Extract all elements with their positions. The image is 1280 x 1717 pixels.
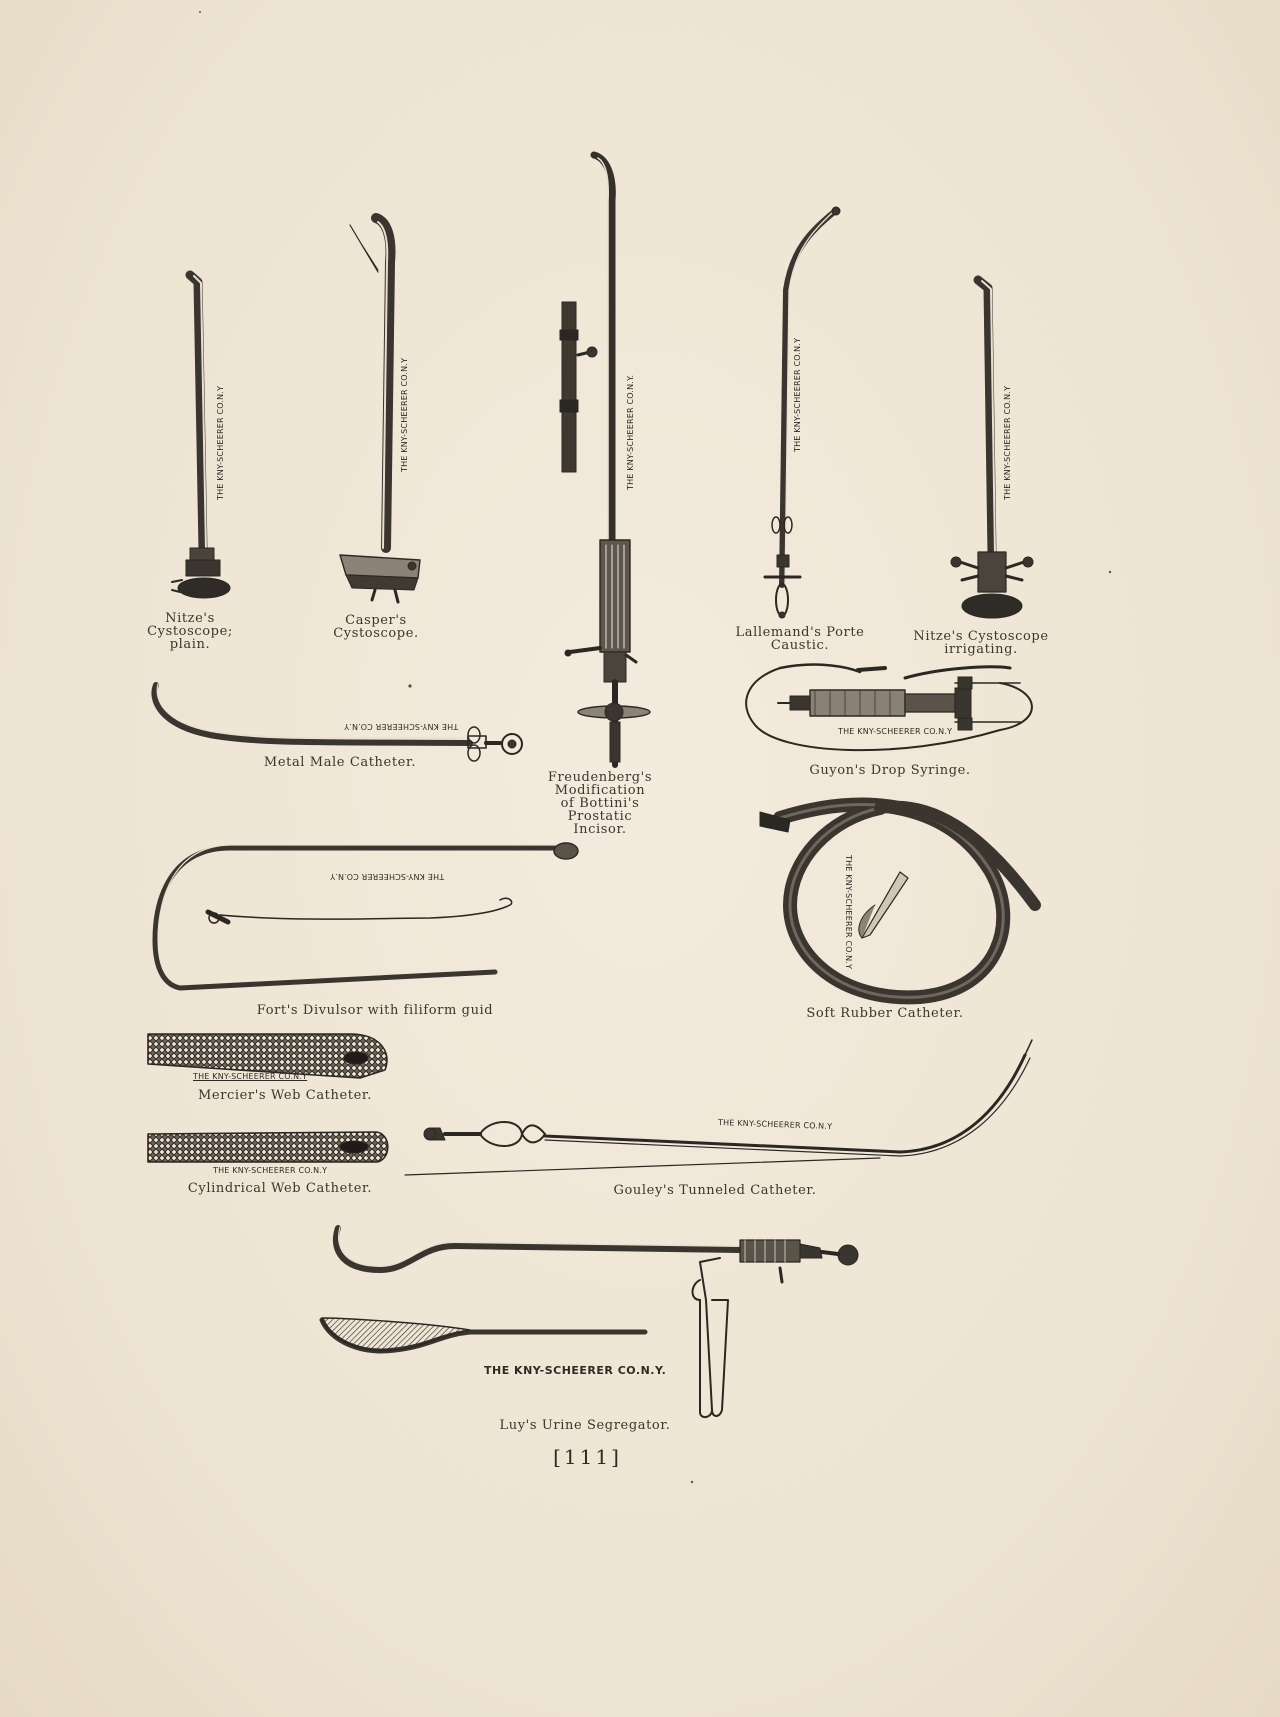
maker-stamp: THE KNY-SCHEERER CO.N.Y (844, 855, 853, 970)
freudenberg-incisor (560, 155, 650, 765)
caption-line: Cystoscope; (147, 624, 233, 639)
maker-stamp: THE KNY-SCHEERER CO.N.Y (344, 722, 459, 731)
caption-line: plain. (169, 637, 211, 652)
caption-line: Lallemand's Porte (735, 625, 865, 640)
caption-line: Incisor. (573, 822, 627, 837)
cylindrical-web-catheter (148, 1132, 388, 1162)
caption-lallemand (720, 626, 880, 652)
caption-cylindrical: Cylindrical Web Catheter. (187, 1181, 373, 1196)
soft-rubber-catheter (760, 805, 1035, 998)
caption-freudenberg (530, 771, 670, 836)
nitze-irrigating-cystoscope (951, 280, 1033, 618)
maker-stamp: THE KNY-SCHEERER CO.N.Y (838, 727, 953, 736)
lallemand-porte-caustic (765, 207, 840, 618)
fort-divulsor (155, 843, 578, 988)
caption-casper (316, 614, 436, 640)
maker-stamp: THE KNY-SCHEERER CO.N.Y (216, 385, 225, 500)
maker-stamp: THE KNY-SCHEERER CO.N.Y (793, 337, 802, 452)
maker-stamp: THE KNY-SCHEERER CO.N.Y (330, 872, 445, 881)
caption-nitze-irrigating (896, 630, 1066, 656)
caption-metal-male: Metal Male Catheter. (263, 755, 417, 770)
caption-fort: Fort's Divulsor with filiform guid (256, 1003, 494, 1018)
luys-urine-segregator (322, 1227, 858, 1417)
caption-soft-rubber: Soft Rubber Catheter. (806, 1006, 964, 1021)
maker-stamp: THE KNY-SCHEERER CO.N.Y (193, 1072, 308, 1081)
caption-line: Modification (554, 783, 646, 798)
caption-line: Cystoscope. (333, 626, 419, 641)
maker-stamp: THE KNY-SCHEERER CO.N.Y (400, 357, 409, 472)
maker-stamp: THE KNY-SCHEERER CO.N.Y. (626, 374, 635, 490)
caption-line: Caustic. (770, 638, 830, 653)
caption-mercier: Mercier's Web Catheter. (197, 1088, 372, 1103)
page-number: [111] (553, 1445, 622, 1469)
caption-line: Prostatic (567, 809, 633, 824)
caption-line: Nitze's (165, 611, 215, 626)
maker-stamp: THE KNY-SCHEERER CO.N.Y (1003, 385, 1012, 500)
caption-guyon: Guyon's Drop Syringe. (809, 763, 971, 778)
caption-gouley: Gouley's Tunneled Catheter. (613, 1183, 817, 1198)
maker-stamp: THE KNY-SCHEERER CO.N.Y (213, 1166, 328, 1175)
gouley-tunneled-catheter (405, 1040, 1032, 1175)
caption-nitze-plain (130, 612, 250, 651)
maker-stamp: THE KNY-SCHEERER CO.N.Y (717, 1118, 833, 1131)
caption-line: Nitze's Cystoscope (913, 629, 1049, 644)
caption-line: irrigating. (944, 642, 1018, 657)
caption-line: Freudenberg's (547, 770, 653, 785)
guyon-drop-syringe (746, 665, 1032, 751)
caption-line: Casper's (345, 613, 407, 628)
caption-luys: Luy's Urine Segregator. (499, 1418, 671, 1433)
maker-stamp: THE KNY-SCHEERER CO.N.Y. (484, 1364, 667, 1377)
caption-line: of Bottini's (560, 796, 640, 811)
metal-male-catheter (154, 684, 522, 761)
